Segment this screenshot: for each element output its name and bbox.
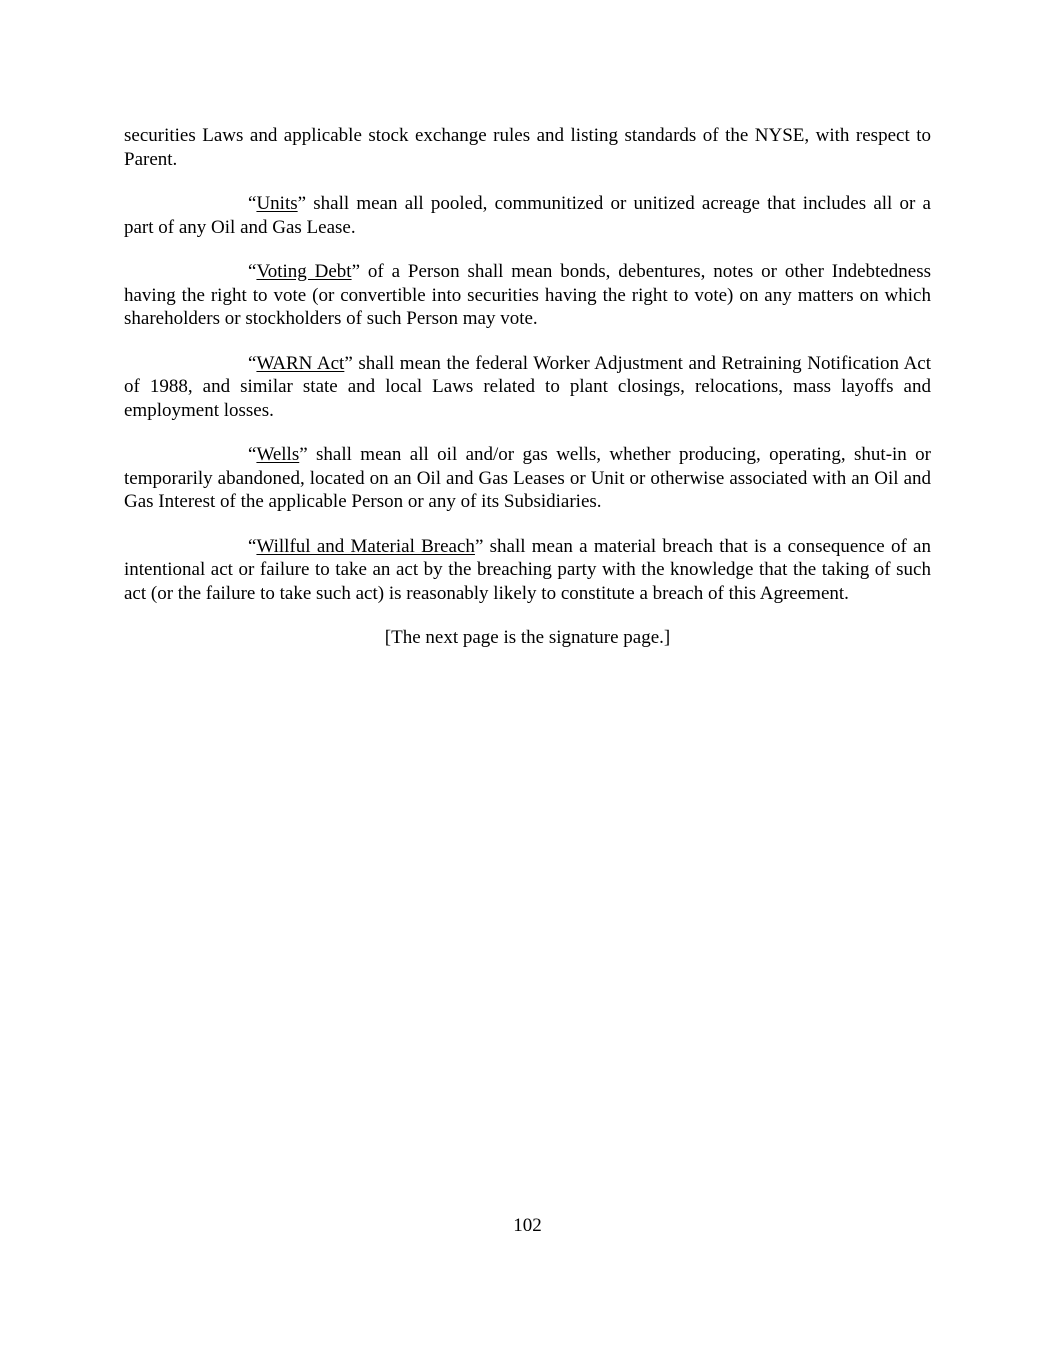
definition-willful-and-material-breach <box>124 535 931 606</box>
definition-warn-act <box>124 352 931 423</box>
document-body <box>124 124 931 650</box>
defined-term: Willful and Material Breach <box>256 535 475 557</box>
definition-voting-debt <box>124 260 931 331</box>
defined-term: Units <box>256 193 298 214</box>
defined-term: WARN Act <box>256 352 345 374</box>
definition-wells <box>124 443 931 514</box>
open-quote: “ <box>248 352 257 374</box>
definition-text: ” shall mean a material breach that is a consequence of an intentional act or failure to take an act by the breaching party with the knowledge that the taking of such act (or the failure to take such act) is reasonably likely to constitute a breach of this Agreement. <box>124 535 931 604</box>
open-quote: “ <box>248 193 257 214</box>
definition-text: ” shall mean all oil and/or gas wells, whether producing, operating, shut-in or temporarily abandoned, located on an Oil and Gas Leases or Unit or otherwise associated with an Oil and Gas Interest of the applicable Person or any of its Subsidiaries. <box>124 444 931 512</box>
page-number: 102 <box>513 1215 542 1236</box>
continuation-paragraph: securities Laws and applicable stock exchange rules and listing standards of the NYSE, with respect to Parent. <box>124 125 931 170</box>
definition-text: ” shall mean all pooled, communitized or unitized acreage that includes all or a part of any Oil and Gas Lease. <box>124 193 931 238</box>
open-quote: “ <box>248 261 257 282</box>
defined-term: Voting Debt <box>256 261 352 282</box>
open-quote: “ <box>248 535 257 557</box>
definition-units <box>124 192 931 239</box>
open-quote: “ <box>248 444 257 465</box>
closing-note: [The next page is the signature page.] <box>384 627 671 648</box>
definition-text: ” of a Person shall mean bonds, debentures, notes or other Indebtedness having the right to vote (or convertible into securities having the right to vote) on any matters on which shareholders or stockholders of such Person may vote. <box>124 261 931 329</box>
definition-text: ” shall mean the federal Worker Adjustment and Retraining Notification Act of 1988, and similar state and local Laws related to plant closings, relocations, mass layoffs and employment losses. <box>124 352 932 421</box>
defined-term: Wells <box>256 444 300 465</box>
